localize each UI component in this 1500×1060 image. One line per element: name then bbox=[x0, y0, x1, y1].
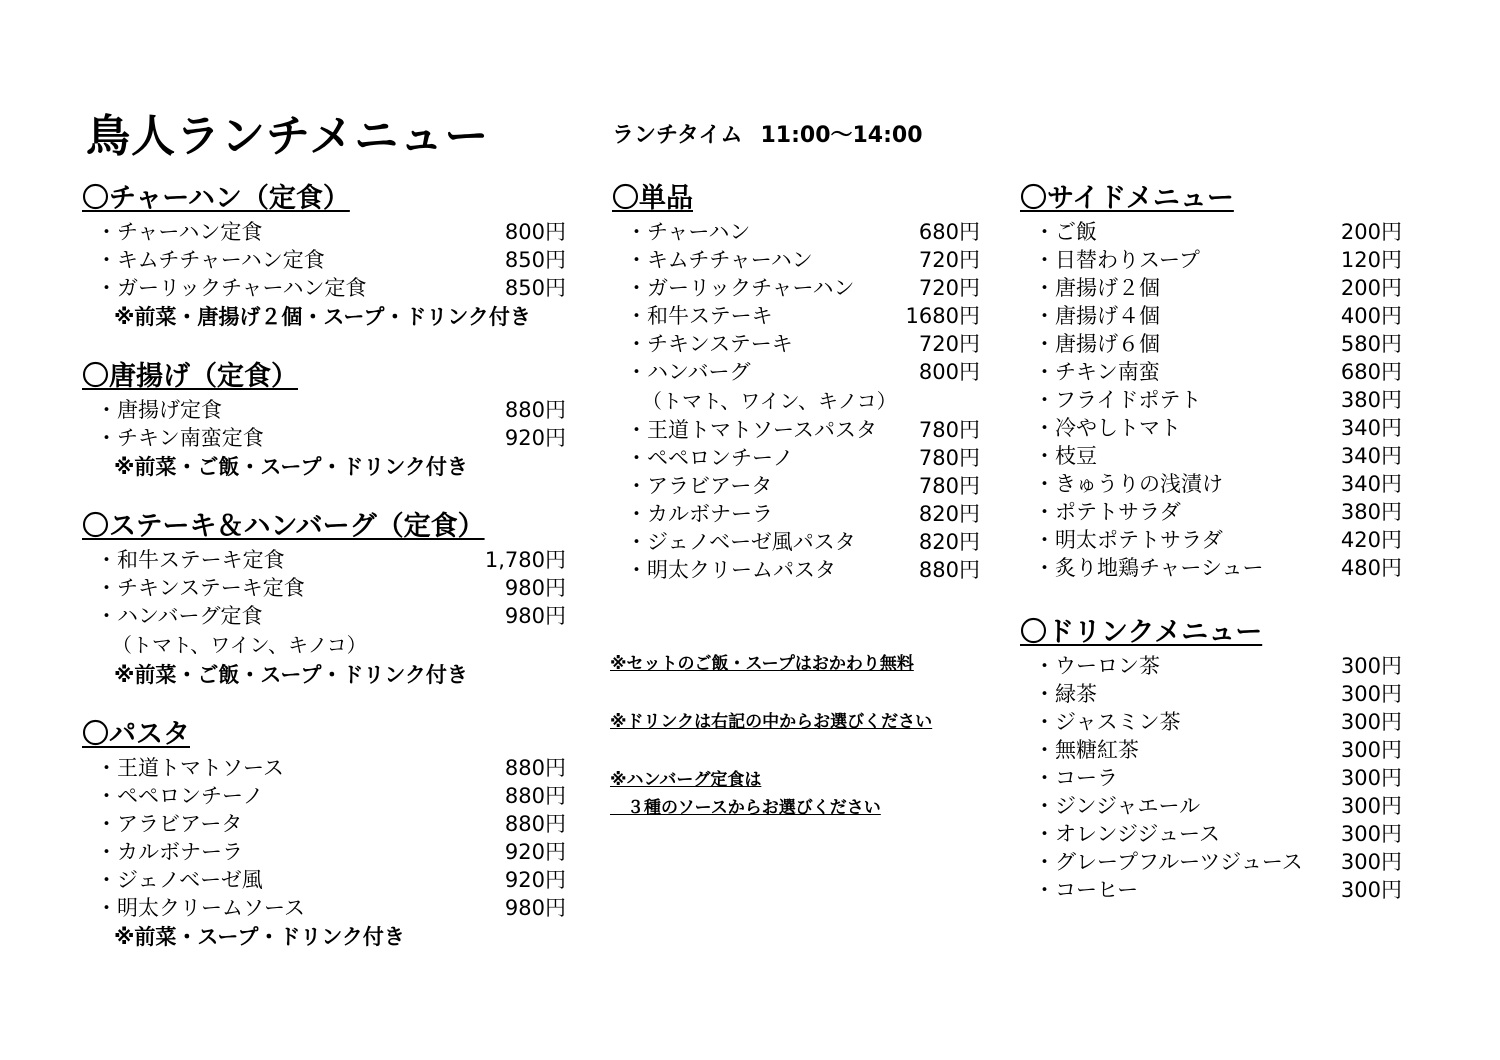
menu-item bbox=[612, 218, 980, 246]
menu-item bbox=[82, 574, 566, 602]
menu-item-name: ・コーヒー bbox=[1034, 878, 1139, 902]
menu-item-name: ・冷やしトマト bbox=[1034, 416, 1181, 440]
section-note: ※前菜・スープ・ドリンク付き bbox=[114, 925, 405, 949]
menu-item-name: ・無糖紅茶 bbox=[1034, 738, 1139, 762]
menu-item-price: 850円 bbox=[504, 248, 566, 272]
lunch-time-hours: 11:00〜14:00 bbox=[760, 123, 923, 148]
menu-item-price: 400円 bbox=[1340, 304, 1402, 328]
menu-item-name: ・アラビアータ bbox=[626, 474, 773, 498]
notice-refill: ※セットのご飯・スープはおかわり無料 bbox=[610, 654, 914, 674]
menu-item-price: 120円 bbox=[1340, 248, 1402, 272]
notice-hamburg: ※ハンバーグ定食は bbox=[610, 770, 762, 790]
menu-item bbox=[1020, 470, 1402, 498]
menu-item bbox=[82, 546, 566, 574]
menu-item-name: ・ペペロンチーノ bbox=[96, 784, 264, 808]
menu-item-price: 980円 bbox=[504, 576, 566, 600]
menu-item-name: ・王道トマトソースパスタ bbox=[626, 418, 877, 442]
menu-item bbox=[1020, 820, 1402, 848]
drink-list bbox=[1020, 652, 1402, 904]
lunch-time bbox=[612, 118, 923, 149]
menu-item bbox=[612, 444, 980, 472]
menu-item-price: 820円 bbox=[918, 530, 980, 554]
menu-item bbox=[82, 218, 566, 246]
section-heading-side: 〇サイドメニュー bbox=[1020, 183, 1234, 214]
menu-item-price: 800円 bbox=[918, 360, 980, 384]
menu-item-name: ・ポテトサラダ bbox=[1034, 500, 1181, 524]
menu-item-name: ・ガーリックチャーハン bbox=[626, 276, 855, 300]
menu-item bbox=[612, 358, 980, 386]
menu-item bbox=[82, 894, 566, 922]
section-note: ※前菜・ご飯・スープ・ドリンク付き bbox=[114, 455, 468, 479]
menu-item-price: 420円 bbox=[1340, 528, 1402, 552]
menu-item bbox=[1020, 652, 1402, 680]
menu-item-name: ・日替わりスープ bbox=[1034, 248, 1200, 272]
steak-list bbox=[82, 546, 566, 630]
menu-item bbox=[1020, 498, 1402, 526]
menu-item-price: 780円 bbox=[918, 474, 980, 498]
menu-item bbox=[1020, 274, 1402, 302]
menu-item-price: 300円 bbox=[1340, 878, 1402, 902]
section-heading-karaage: 〇唐揚げ（定食） bbox=[82, 361, 298, 392]
menu-item-price: 300円 bbox=[1340, 822, 1402, 846]
menu-item-name: ・ガーリックチャーハン定食 bbox=[96, 276, 367, 300]
menu-item-name: ・唐揚げ定食 bbox=[96, 398, 222, 422]
menu-item-name: ・カルボナーラ bbox=[96, 840, 243, 864]
notice-hamburg-sauce: ３種のソースからお選びください bbox=[610, 798, 881, 818]
menu-item bbox=[1020, 736, 1402, 764]
menu-item-name: ・チキン南蛮定食 bbox=[96, 426, 264, 450]
menu-item bbox=[1020, 330, 1402, 358]
menu-item-price: 920円 bbox=[504, 426, 566, 450]
section-heading-fried-rice: 〇チャーハン（定食） bbox=[82, 183, 350, 214]
menu-item-price: 300円 bbox=[1340, 766, 1402, 790]
menu-item-name: ・緑茶 bbox=[1034, 682, 1097, 706]
menu-item-name: ・明太クリームソース bbox=[96, 896, 305, 920]
menu-item-price: 780円 bbox=[918, 418, 980, 442]
menu-item bbox=[612, 330, 980, 358]
menu-item-name: ・グレープフルーツジュース bbox=[1034, 850, 1303, 874]
section-heading-pasta: 〇パスタ bbox=[82, 719, 190, 750]
menu-item-name: ・チャーハン bbox=[626, 220, 751, 244]
menu-item-price: 300円 bbox=[1340, 794, 1402, 818]
menu-item-name: ・明太ポテトサラダ bbox=[1034, 528, 1223, 552]
menu-item-name: ・ジャスミン茶 bbox=[1034, 710, 1181, 734]
menu-item-price: 880円 bbox=[504, 756, 566, 780]
menu-item-name: ・ウーロン茶 bbox=[1034, 654, 1160, 678]
menu-item-name: ・ペペロンチーノ bbox=[626, 446, 794, 470]
menu-item bbox=[1020, 414, 1402, 442]
menu-item-name: ・王道トマトソース bbox=[96, 756, 284, 780]
menu-item-name: ・アラビアータ bbox=[96, 812, 243, 836]
menu-item-name: ・和牛ステーキ bbox=[626, 304, 773, 328]
menu-item bbox=[612, 302, 980, 330]
right-column bbox=[1020, 180, 1402, 904]
single-list bbox=[612, 218, 980, 386]
menu-item-price: 300円 bbox=[1340, 738, 1402, 762]
menu-item-name: ・ご飯 bbox=[1034, 220, 1097, 244]
menu-item-price: 820円 bbox=[918, 502, 980, 526]
menu-item-price: 300円 bbox=[1340, 850, 1402, 874]
menu-item-name: ・唐揚げ６個 bbox=[1034, 332, 1160, 356]
menu-item-price: 720円 bbox=[918, 276, 980, 300]
karaage-list bbox=[82, 396, 566, 452]
menu-item-name: ・フライドポテト bbox=[1034, 388, 1202, 412]
menu-item-name: ・ハンバーグ定食 bbox=[96, 604, 263, 628]
menu-item-name: ・和牛ステーキ定食 bbox=[96, 548, 285, 572]
menu-item-price: 880円 bbox=[504, 812, 566, 836]
menu-item bbox=[1020, 554, 1402, 582]
menu-item bbox=[82, 602, 566, 630]
menu-item-price: 580円 bbox=[1340, 332, 1402, 356]
menu-item bbox=[82, 782, 566, 810]
menu-item bbox=[1020, 708, 1402, 736]
menu-item-price: 720円 bbox=[918, 248, 980, 272]
menu-item bbox=[82, 866, 566, 894]
menu-item-price: 340円 bbox=[1340, 472, 1402, 496]
sauce-options: （トマト、ワイン、キノコ） bbox=[642, 389, 897, 413]
menu-item-price: 380円 bbox=[1340, 388, 1402, 412]
menu-item-name: ・炙り地鶏チャーシュー bbox=[1034, 556, 1264, 580]
menu-item bbox=[612, 246, 980, 274]
notice-drink: ※ドリンクは右記の中からお選びください bbox=[610, 712, 933, 732]
section-heading-steak: 〇ステーキ＆ハンバーグ（定食） bbox=[82, 511, 485, 542]
menu-item bbox=[1020, 302, 1402, 330]
menu-item-price: 200円 bbox=[1340, 220, 1402, 244]
menu-item-price: 980円 bbox=[504, 604, 566, 628]
menu-item bbox=[1020, 246, 1402, 274]
menu-item bbox=[612, 274, 980, 302]
menu-item-name: ・チキンステーキ定食 bbox=[96, 576, 305, 600]
menu-item-name: ・ジンジャエール bbox=[1034, 794, 1201, 818]
menu-item bbox=[612, 528, 980, 556]
menu-item bbox=[1020, 764, 1402, 792]
menu-item-price: 1,780円 bbox=[484, 548, 566, 572]
menu-item-price: 480円 bbox=[1340, 556, 1402, 580]
menu-item-price: 200円 bbox=[1340, 276, 1402, 300]
menu-item-price: 380円 bbox=[1340, 500, 1402, 524]
menu-item-price: 720円 bbox=[918, 332, 980, 356]
menu-item bbox=[612, 416, 980, 444]
menu-item-price: 880円 bbox=[918, 558, 980, 582]
menu-item bbox=[82, 246, 566, 274]
menu-item-price: 800円 bbox=[504, 220, 566, 244]
menu-item bbox=[1020, 386, 1402, 414]
menu-item bbox=[82, 838, 566, 866]
middle-column bbox=[612, 180, 980, 584]
menu-item-name: ・チャーハン定食 bbox=[96, 220, 263, 244]
menu-item bbox=[612, 500, 980, 528]
menu-item bbox=[1020, 792, 1402, 820]
menu-item-price: 300円 bbox=[1340, 710, 1402, 734]
menu-item-name: ・チキン南蛮 bbox=[1034, 360, 1160, 384]
fried-rice-list bbox=[82, 218, 566, 302]
lunch-time-label: ランチタイム bbox=[612, 123, 743, 148]
menu-item-price: 850円 bbox=[504, 276, 566, 300]
menu-item bbox=[1020, 442, 1402, 470]
menu-item bbox=[1020, 526, 1402, 554]
section-heading-drinks: 〇ドリンクメニュー bbox=[1020, 617, 1263, 648]
menu-item bbox=[82, 274, 566, 302]
menu-item bbox=[1020, 218, 1402, 246]
menu-item-name: ・ジェノベーゼ風パスタ bbox=[626, 530, 856, 554]
menu-item bbox=[82, 754, 566, 782]
menu-item bbox=[82, 810, 566, 838]
menu-item bbox=[1020, 358, 1402, 386]
menu-item-name: ・唐揚げ２個 bbox=[1034, 276, 1160, 300]
menu-item-price: 980円 bbox=[504, 896, 566, 920]
menu-item-price: 300円 bbox=[1340, 682, 1402, 706]
menu-item bbox=[612, 472, 980, 500]
menu-item bbox=[82, 424, 566, 452]
single-list-pasta bbox=[612, 416, 980, 584]
menu-item-name: ・キムチチャーハン bbox=[626, 248, 813, 272]
menu-item bbox=[612, 556, 980, 584]
menu-item-name: ・唐揚げ４個 bbox=[1034, 304, 1160, 328]
menu-item-name: ・明太クリームパスタ bbox=[626, 558, 836, 582]
menu-item bbox=[82, 396, 566, 424]
menu-item-price: 680円 bbox=[1340, 360, 1402, 384]
menu-item-name: ・キムチチャーハン定食 bbox=[96, 248, 325, 272]
side-list bbox=[1020, 218, 1402, 582]
section-note: ※前菜・唐揚げ２個・スープ・ドリンク付き bbox=[114, 305, 531, 329]
menu-item-price: 880円 bbox=[504, 398, 566, 422]
left-column bbox=[82, 180, 566, 952]
section-note: ※前菜・ご飯・スープ・ドリンク付き bbox=[114, 663, 468, 687]
menu-item-price: 880円 bbox=[504, 784, 566, 808]
pasta-list bbox=[82, 754, 566, 922]
menu-item-name: ・チキンステーキ bbox=[626, 332, 793, 356]
menu-item-price: 920円 bbox=[504, 840, 566, 864]
menu-item-price: 780円 bbox=[918, 446, 980, 470]
menu-item-name: ・オレンジジュース bbox=[1034, 822, 1220, 846]
menu-item bbox=[1020, 680, 1402, 708]
menu-item-name: ・枝豆 bbox=[1034, 444, 1097, 468]
menu-item-name: ・カルボナーラ bbox=[626, 502, 773, 526]
menu-item-name: ・ハンバーグ bbox=[626, 360, 751, 384]
menu-item-name: ・きゅうりの浅漬け bbox=[1034, 472, 1223, 496]
menu-item-price: 300円 bbox=[1340, 654, 1402, 678]
sauce-options: （トマト、ワイン、キノコ） bbox=[112, 633, 367, 657]
menu-item-name: ・ジェノベーゼ風 bbox=[96, 868, 263, 892]
menu-item-price: 340円 bbox=[1340, 444, 1402, 468]
menu-item-name: ・コーラ bbox=[1034, 766, 1118, 790]
menu-item-price: 1680円 bbox=[905, 304, 980, 328]
page-title: 鳥人ランチメニュー bbox=[86, 111, 490, 162]
section-heading-single: 〇単品 bbox=[612, 183, 693, 214]
menu-item-price: 920円 bbox=[504, 868, 566, 892]
menu-item-price: 680円 bbox=[918, 220, 980, 244]
menu-item bbox=[1020, 876, 1402, 904]
menu-item-price: 340円 bbox=[1340, 416, 1402, 440]
menu-item bbox=[1020, 848, 1402, 876]
